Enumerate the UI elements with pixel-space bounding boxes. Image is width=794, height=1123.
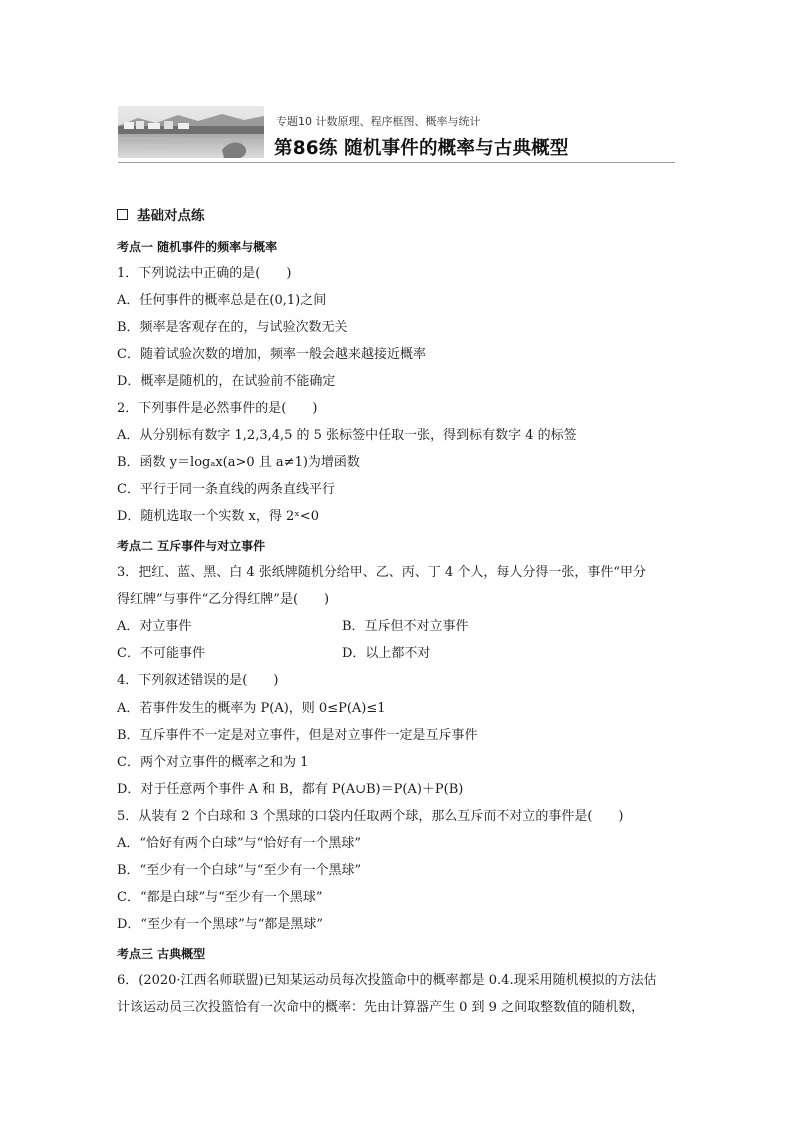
- q1-option-a: A．任何事件的概率总是在(0,1)之间: [117, 293, 327, 308]
- kaodian-2-heading: 考点二 互斥事件与对立事件: [117, 539, 266, 553]
- q1-option-d: D．概率是随机的，在试验前不能确定: [117, 374, 336, 389]
- q2-option-c: C．平行于同一条直线的两条直线平行: [117, 482, 335, 497]
- q2-stem: 2．下列事件是必然事件的是( ): [117, 401, 318, 416]
- q3-stem-line2: 得红牌”与事件“乙分得红牌”是( ): [117, 592, 330, 607]
- q6-text-line2: 计该运动员三次投篮恰有一次命中的概率：先由计算器产生 0 到 9 之间取整数值的随机数，: [117, 1000, 645, 1015]
- q4-option-b: B．互斥事件不一定是对立事件，但是对立事件一定是互斥事件: [117, 728, 478, 743]
- kaodian-3-heading: 考点三 古典概型: [117, 947, 206, 961]
- q1-option-b: B．频率是客观存在的，与试验次数无关: [117, 320, 348, 335]
- q4-option-c: C．两个对立事件的概率之和为 1: [117, 755, 309, 770]
- checkbox-icon: [117, 209, 128, 220]
- q2-option-d: D．随机选取一个实数 x，得 2ˣ<0: [117, 509, 319, 524]
- q5-stem: 5．从装有 2 个白球和 3 个黑球的口袋内任取两个球，那么互斥而不对立的事件是( ): [117, 809, 624, 824]
- q3-option-d: D．以上都不对: [342, 646, 431, 661]
- q2-option-a: A．从分别标有数字 1,2,3,4,5 的 5 张标签中任取一张，得到标有数字 4 的标签: [117, 428, 577, 443]
- q1-option-c: C．随着试验次数的增加，频率一般会越来越接近概率: [117, 347, 426, 362]
- q5-option-c: C．“都是白球”与“至少有一个黑球”: [117, 890, 323, 905]
- q2-option-b: B．函数 y＝logₐx(a>0 且 a≠1)为增函数: [117, 455, 360, 470]
- q6-text-line1: 6．(2020·江西名师联盟)已知某运动员每次投篮命中的概率都是 0.4.现采用随机模拟的方法估: [117, 973, 657, 988]
- section-heading: [117, 204, 205, 224]
- q5-option-a: A．“恰好有两个白球”与“恰好有一个黑球”: [117, 836, 361, 851]
- q5-option-d: D．“至少有一个黑球”与“都是黑球”: [117, 917, 324, 932]
- q3-option-c: C．不可能事件: [117, 646, 205, 661]
- q5-option-b: B．“至少有一个白球”与“至少有一个黑球”: [117, 863, 362, 878]
- q4-option-a: A．若事件发生的概率为 P(A)，则 0≤P(A)≤1: [117, 701, 386, 716]
- q3-option-a: A．对立事件: [117, 619, 192, 634]
- header-landscape-image: [118, 106, 264, 158]
- q4-stem: 4．下列叙述错误的是( ): [117, 673, 279, 688]
- q3-stem-line1: 3．把红、蓝、黑、白 4 张纸牌随机分给甲、乙、丙、丁 4 个人，每人分得一张，事件“甲分: [117, 565, 646, 580]
- q3-option-b: B．互斥但不对立事件: [342, 619, 469, 634]
- q1-stem: 1．下列说法中正确的是( ): [117, 266, 292, 281]
- page-title: 第86练 随机事件的概率与古典概型: [274, 138, 569, 159]
- subject-line: 专题10 计数原理、程序框图、概率与统计: [276, 115, 481, 128]
- section-label: 基础对点练: [137, 208, 205, 224]
- q4-option-d: D．对于任意两个事件 A 和 B，都有 P(A∪B)＝P(A)＋P(B): [117, 782, 464, 797]
- kaodian-1-heading: 考点一 随机事件的频率与概率: [117, 240, 278, 254]
- header-divider: [118, 162, 675, 163]
